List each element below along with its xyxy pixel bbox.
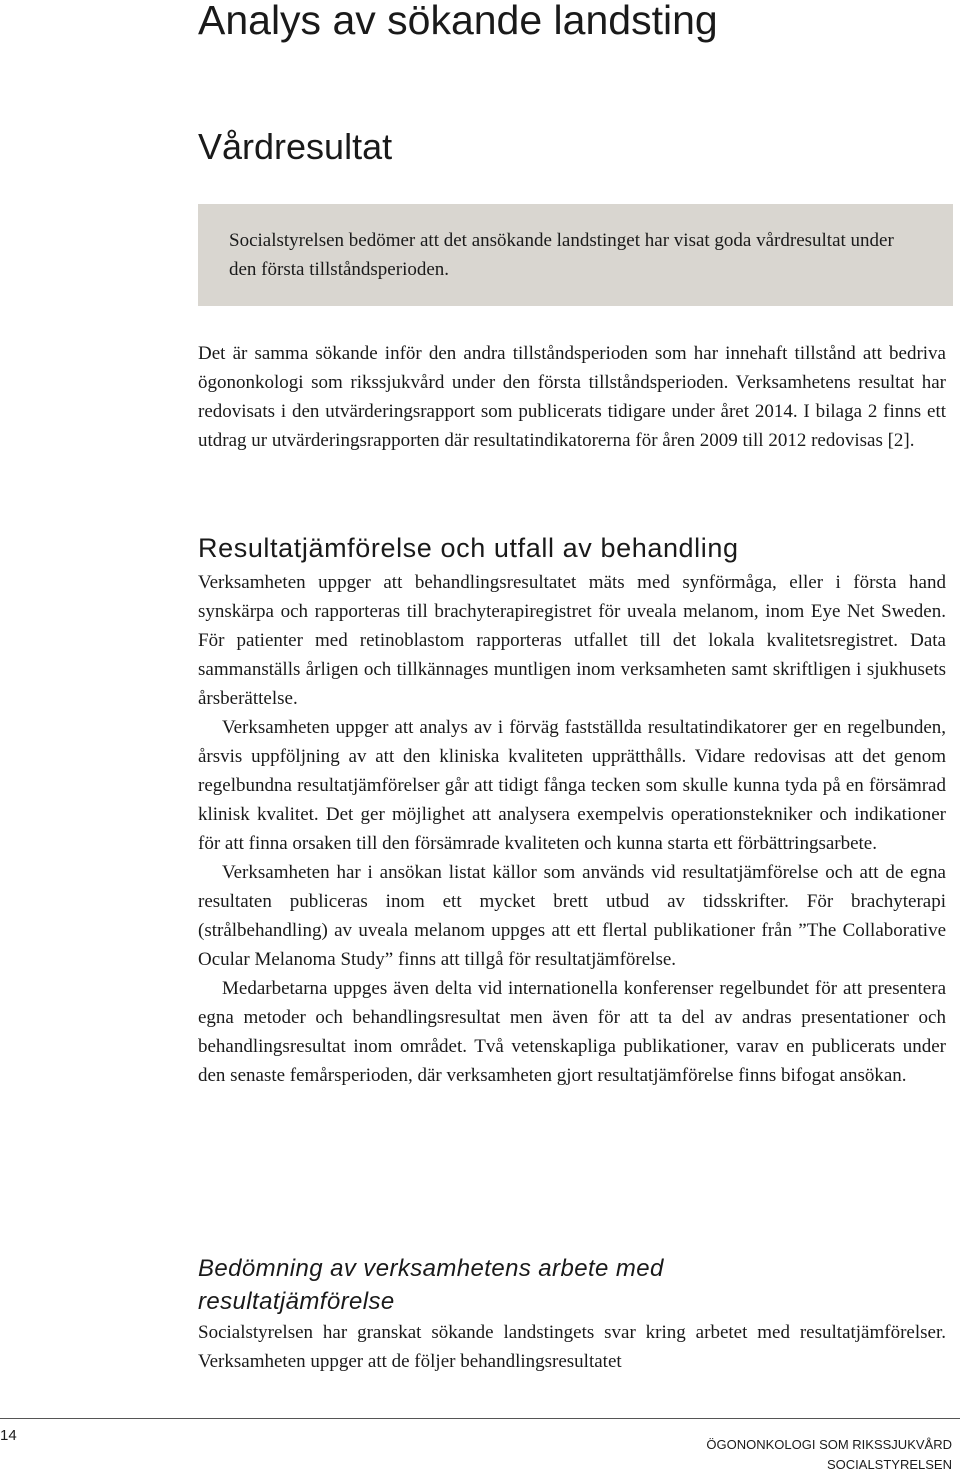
footer-report-title: ÖGONONKOLOGI SOM RIKSSJUKVÅRD bbox=[706, 1437, 952, 1452]
body-paragraph: Verksamheten har i ansökan listat källor som används vid resultatjämförelse och att de egna resultaten publiceras inom ett mycket brett utbud av tidsskrifter. För brachyterapi (strålbehandling) av uveala melanom uppges att ett flertal publikationer från ”The Collaborative Ocular Melanoma Study” finns att tillgå för resultatjämförelse. bbox=[198, 862, 946, 970]
footer-meta bbox=[706, 1435, 952, 1475]
footer-divider bbox=[0, 1418, 960, 1419]
intro-block bbox=[198, 339, 946, 455]
section-title: Vårdresultat bbox=[198, 126, 393, 167]
subsection-title: Resultatjämförelse och utfall av behandling bbox=[198, 533, 739, 563]
body-paragraph: Verksamheten uppger att behandlingsresultatet mäts med synförmåga, eller i första hand synskärpa och rapporteras till brachyterapiregistret för uveala melanom, inom Eye Net Sweden. För patienter med retinoblastom rapporteras utfallet till det lokala kvalitetsregistret. Data sammanställs årligen och tillkännages muntligen inom verksamheten samt skriftligen i sjukhusets årsberättelse. bbox=[198, 572, 946, 709]
page-number: 14 bbox=[0, 1427, 17, 1444]
summary-text: Socialstyrelsen bedömer att det ansökande landstinget har visat goda vårdresultat under den första tillståndsperioden. bbox=[229, 230, 894, 280]
summary-box bbox=[198, 204, 953, 306]
assessment-paragraph: Socialstyrelsen har granskat sökande landstingets svar kring arbetet med resultatjämförelser. Verksamheten uppger att de följer behandlingsresultatet bbox=[198, 1322, 946, 1372]
body-paragraph: Medarbetarna uppges även delta vid internationella konferenser regelbundet för att presentera egna metoder och behandlingsresultat men även för att ta del av andras presentationer och behandlingsresultat inom området. Två vetenskapliga publikationer, varav en publicerats under den senaste femårsperioden, där verksamheten gjort resultatjämförelse finns bifogat ansökan. bbox=[198, 978, 946, 1086]
chapter-title: Analys av sökande landsting bbox=[198, 0, 718, 43]
assessment-body bbox=[198, 1318, 946, 1376]
assessment-title: Bedömning av verksamhetens arbete med resultatjämförelse bbox=[198, 1255, 664, 1315]
footer-publisher: SOCIALSTYRELSEN bbox=[827, 1457, 952, 1472]
body-paragraph: Verksamheten uppger att analys av i förväg fastställda resultatindikatorer ger en regelbunden, årsvis uppföljning av att den kliniska kvaliteten upprätthålls. Vidare redovisas att det genom regelbundna resultatjämförelser går att tidigt fånga tecken som skulle kunna tyda på en försämrad klinisk kvalitet. Det ger möjlighet att analysera exempelvis operationstekniker och indikationer för att finna orsaken till den försämrade kvaliteten och kunna starta ett förbättringsarbete. bbox=[198, 717, 946, 854]
intro-paragraph: Det är samma sökande inför den andra tillståndsperioden som har innehaft tillstånd att bedriva ögononkologi som rikssjukvård under den första tillståndsperioden. Verksamhetens resultat har redovisats i den utvärderingsrapport som publicerats tidigare under året 2014. I bilaga 2 finns ett utdrag ur utvärderingsrapporten där resultatindikatorerna för åren 2009 till 2012 redovisas [2]. bbox=[198, 343, 946, 451]
subsection-body bbox=[198, 568, 946, 1090]
